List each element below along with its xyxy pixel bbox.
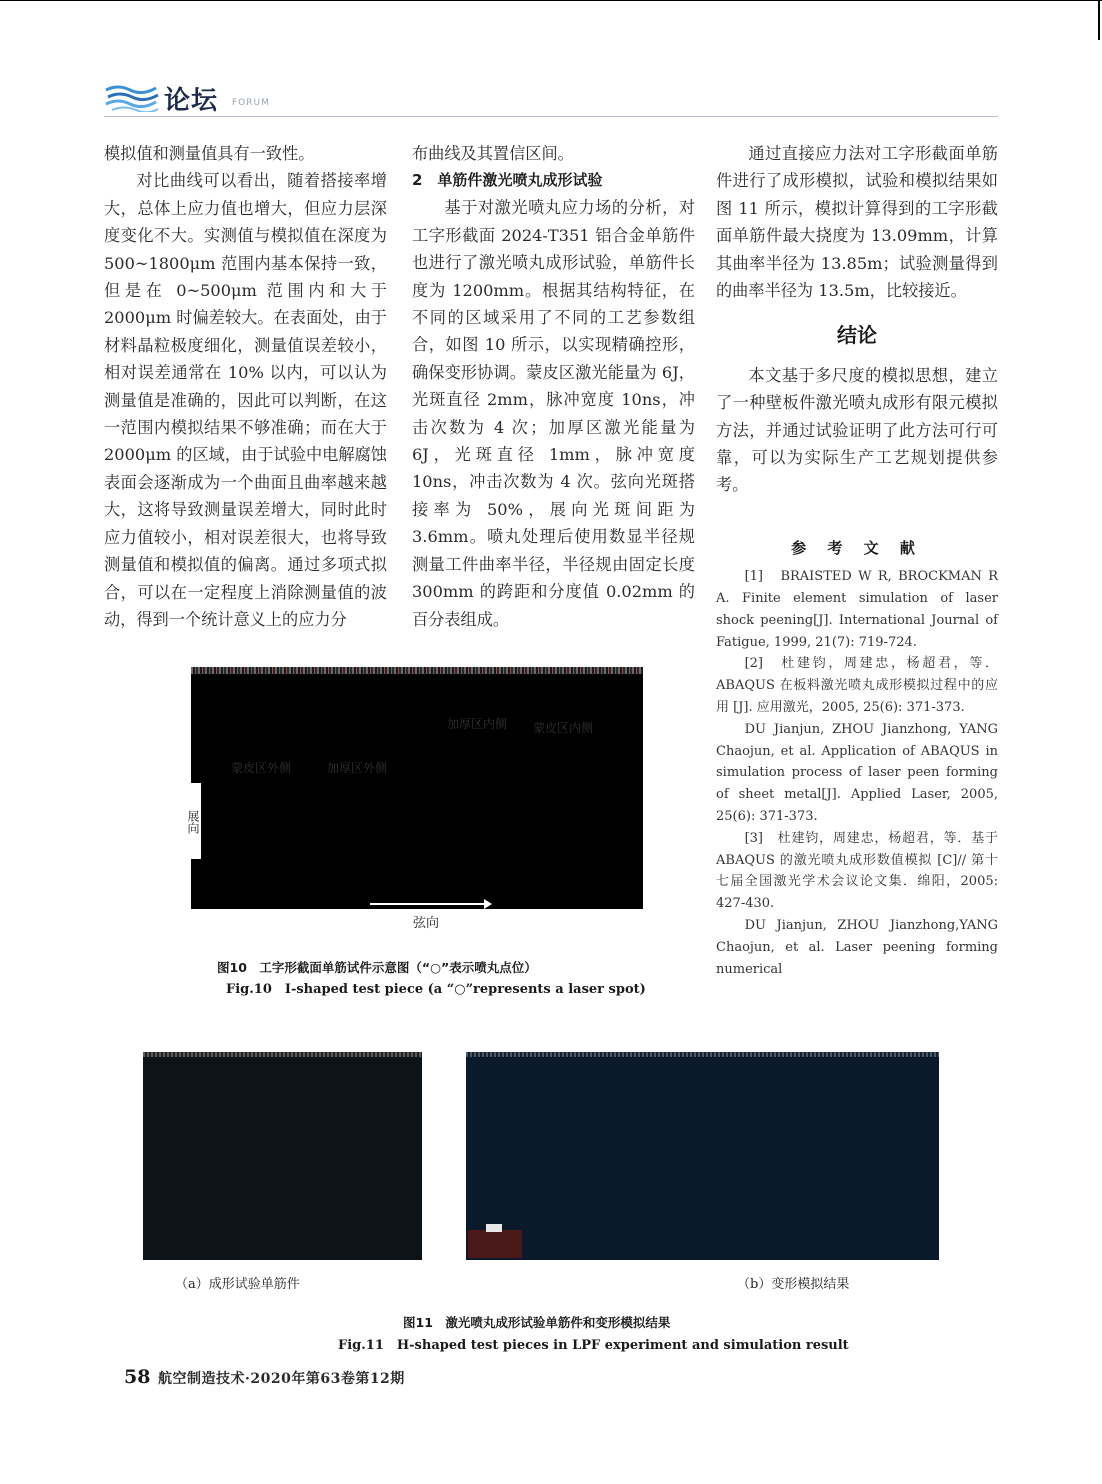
- label-thick-outer: 加厚区外侧: [327, 761, 388, 775]
- logo-text-en: FORUM: [232, 98, 270, 108]
- column-3: [716, 140, 998, 980]
- figure-11b-image: [466, 1052, 939, 1260]
- figure-11-caption-en: Fig.11 H-shaped test pieces in LPF experiment and simulation result: [338, 1338, 849, 1353]
- chordwise-label: 弦向: [413, 916, 440, 931]
- figure-10-caption-cn: 图10 工字形截面单筋试件示意图（“○”表示喷丸点位）: [217, 960, 537, 975]
- label-skin-inner: 蒙皮区内侧: [533, 721, 594, 735]
- figure-11-caption-cn: 图11 激光喷丸成形试验单筋件和变形模拟结果: [403, 1315, 671, 1330]
- forum-logo: [104, 78, 284, 114]
- reference-item: [3] 杜建钧，周建忠，杨超君，等．基于 ABAQUS 的激光喷丸成形数值模拟 [C]// 第十七届全国激光学术会议论文集．绵阳，2005: 427-430.: [716, 830, 998, 912]
- arrow-head-icon: [484, 899, 492, 909]
- logo-text-cn: 论坛: [164, 86, 219, 116]
- paragraph: 通过直接应力法对工字形截面单筋件进行了成形模拟，试验和模拟结果如图 11 所示，模拟计算得到的工字形截面单筋件最大挠度为 13.09mm，计算其曲率半径为 13.85m；试验测量得到的曲率半径为 13.5m，比较接近。: [716, 144, 998, 301]
- figure-11a-image: [143, 1052, 422, 1260]
- page-number: 58: [124, 1366, 151, 1388]
- top-right-rule: [1098, 0, 1100, 40]
- reference-item: DU Jianjun, ZHOU Jianzhong,YANG Chaojun, et al. Laser peening forming numerical: [716, 918, 998, 977]
- reference-item: DU Jianjun, ZHOU Jianzhong, YANG Chaojun, et al. Application of ABAQUS in simulation process of laser peen forming of sheet metal[J]. Applied Laser, 2005, 25(6): 371-373.: [716, 721, 998, 825]
- reference-item: [1] BRAISTED W R, BROCKMAN R A. Finite element simulation of laser shock peening[J]. International Journal of Fatigue, 1999, 21(7): 719-724.: [716, 569, 998, 650]
- section-heading: 2 单筋件激光喷丸成形试验: [412, 171, 603, 190]
- paragraph: 模拟值和测量值具有一致性。: [104, 144, 315, 163]
- figure-10-image: [191, 667, 643, 909]
- paragraph: 布曲线及其置信区间。: [412, 144, 574, 163]
- triad-label: [486, 1224, 502, 1232]
- journal-info: 航空制造技术·2020年第63卷第12期: [158, 1371, 405, 1387]
- label-skin-outer: 蒙皮区外侧: [231, 761, 292, 775]
- conclusion-heading: 结论: [837, 323, 877, 348]
- paragraph: 基于对激光喷丸应力场的分析，对工字形截面 2024-T351 铝合金单筋件也进行了激光喷丸成形试验，单筋件长度为 1200mm。根据其结构特征，在不同的区域采用了不同的工艺参数组合，如图 10 所示，以实现精确控形，确保变形协调。蒙皮区激光能量为 6J，光斑直径 2mm，脉冲宽度 10ns，冲击次数为 4 次；加厚区激光能量为 6J，光斑直径 1mm，脉冲宽度 10ns，冲击次数为 4 次。弦向光斑搭接率为 50%，展向光斑间距为 3.6mm。喷丸处理后使用数显半径规测量工件曲率半径，半径规由固定长度 300mm 的跨距和分度值 0.02mm 的百分表组成。: [412, 198, 695, 629]
- figure-band: [143, 1052, 422, 1057]
- column-2: [412, 140, 695, 633]
- waves-icon: [104, 82, 160, 112]
- coordinate-triad-icon: [468, 1230, 522, 1258]
- top-border: [0, 0, 1102, 5]
- figure-band: [191, 667, 643, 674]
- references-heading: 参 考 文 献: [791, 538, 923, 557]
- header-rule: [104, 116, 998, 117]
- column-1: [104, 140, 387, 633]
- label-thick-inner: 加厚区内侧: [447, 717, 508, 731]
- subfigure-b-label: （b）变形模拟结果: [737, 1277, 850, 1292]
- subfigure-a-label: （a）成形试验单筋件: [175, 1277, 300, 1292]
- reference-item: [2] 杜建钧，周建忠，杨超君，等．ABAQUS 在板料激光喷丸成形模拟过程中的应用 [J]. 应用激光，2005, 25(6): 371-373.: [716, 656, 998, 716]
- paragraph: 对比曲线可以看出，随着搭接率增大，总体上应力值也增大，但应力层深度变化不大。实测值与模拟值在深度为 500~1800μm 范围内基本保持一致，但是在 0~500μm 范围内和大于 2000μm 时偏差较大。在表面处，由于材料晶粒极度细化，测量值误差较小，相对误差通常在 10% 以内，可以认为测量值是准确的，因此可以判断，在这一范围内模拟结果不够准确；而在大于 2000μm 的区域，由于试验中电解腐蚀表面会逐渐成为一个曲面且曲率越来越大，这将导致测量误差增大，同时此时应力值较小，相对误差很大，也将导致测量值和模拟值的偏离。通过多项式拟合，可以在一定程度上消除测量值的波动，得到一个统计意义上的应力分: [104, 171, 387, 629]
- paragraph: 本文基于多尺度的模拟思想，建立了一种壁板件激光喷丸成形有限元模拟方法，并通过试验证明了此方法可行可靠，可以为实际生产工艺规划提供参考。: [716, 365, 998, 495]
- figure-10-caption-en: Fig.10 I-shaped test piece (a “○”represents a laser spot): [226, 982, 646, 997]
- spanwise-label: 展向: [186, 810, 200, 834]
- figure-band: [466, 1052, 939, 1057]
- chordwise-arrow: [370, 903, 488, 905]
